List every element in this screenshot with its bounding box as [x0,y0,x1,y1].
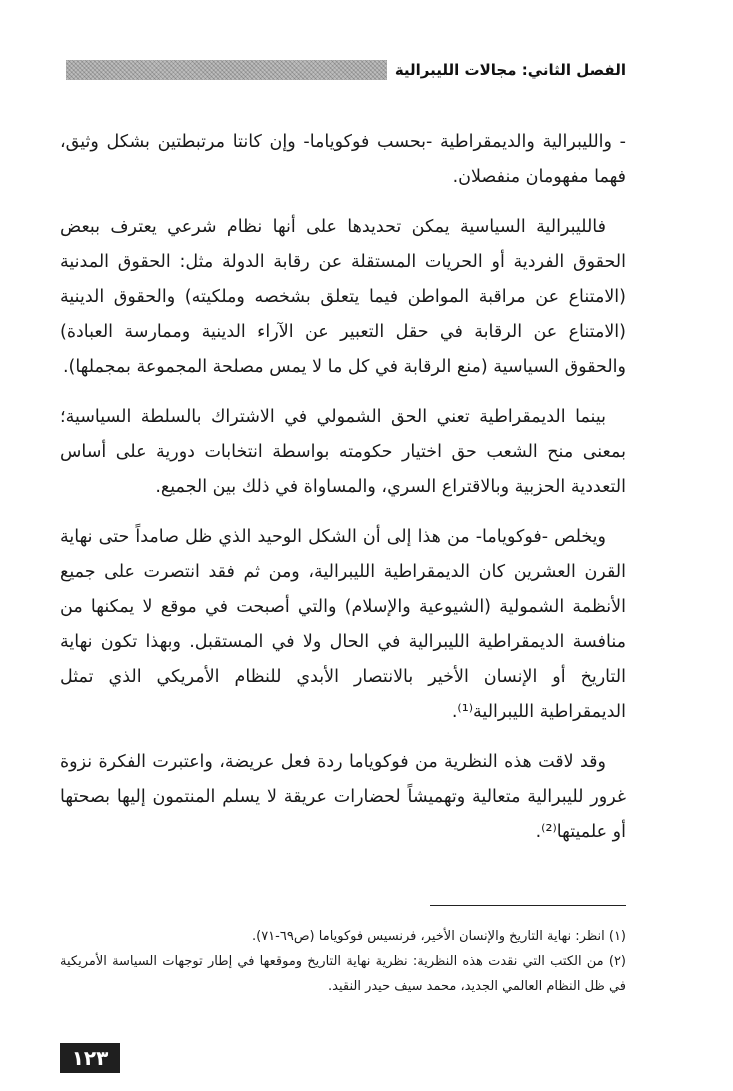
running-header [66,58,626,82]
header-pattern-band [66,60,387,80]
paragraph-4: ويخلص -فوكوياما- من هذا إلى أن الشكل الوحيد الذي ظل صامداً حتى نهاية القرن العشرين كان الديمقراطية الليبرالية، ومن ثم فقد انتصرت على جميع الأنظمة الشمولية (الشيوعية والإسلام) والتي أصبحت في موقع لا يمكنها من منافسة الديمقراطية الليبرالية في الحال ولا في المستقبل. وبهذا تكون نهاية التاريخ أو الإنسان الأخير بالانتصار الأبدي للنظام الأمريكي الذي تمثل الديمقراطية الليبرالية⁽¹⁾. [60,527,626,722]
page-number: ١٢٣ [60,1043,120,1073]
paragraph-3: بينما الديمقراطية تعني الحق الشمولي في الاشتراك بالسلطة السياسية؛ بمعنى منح الشعب حق اختيار حكومته بواسطة انتخابات دورية على أساس التعددية الحزبية وبالاقتراع السري، والمساواة في ذلك بين الجميع. [60,407,626,497]
paragraph-5: وقد لاقت هذه النظرية من فوكوياما ردة فعل عريضة، واعتبرت الفكرة نزوة غرور لليبرالية متعالية وتهميشاً لحضارات عريقة لا يسلم المنتمون إليها بصحتها أو علميتها⁽²⁾. [60,752,626,842]
paragraph-1: - والليبرالية والديمقراطية -بحسب فوكوياما- وإن كانتا مرتبطتين بشكل وثيق، فهما مفهومان منفصلان. [60,132,626,187]
footnote-divider [430,905,626,906]
footnote-2: (٢) من الكتب التي نقدت هذه النظرية: نظرية نهاية التاريخ وموقعها في إطار توجهات السياسة الأمريكية في ظل النظام العالمي الجديد، محمد سيف حيدر النقيد. [60,954,626,994]
footnotes [60,924,626,999]
main-text [60,125,626,865]
paragraph-2: فالليبرالية السياسية يمكن تحديدها على أنها نظام شرعي يعترف ببعض الحقوق الفردية أو الحريات المستقلة عن رقابة الدولة مثل: الحقوق المدنية (الامتناع عن مراقبة المواطن فيما يتعلق بشخصه وملكيته) والحقوق الدينية (الامتناع عن الرقابة في حقل التعبير عن الآراء الدينية وممارسة العبادة) والحقوق السياسية (منع الرقابة في كل ما لا يمس مصلحة المجموعة بمجملها). [60,217,626,377]
chapter-title: الفصل الثاني: مجالات الليبرالية [394,61,626,79]
footnote-1: (١) انظر: نهاية التاريخ والإنسان الأخير، فرنسيس فوكوياما (ص٦٩-٧١). [251,929,626,944]
